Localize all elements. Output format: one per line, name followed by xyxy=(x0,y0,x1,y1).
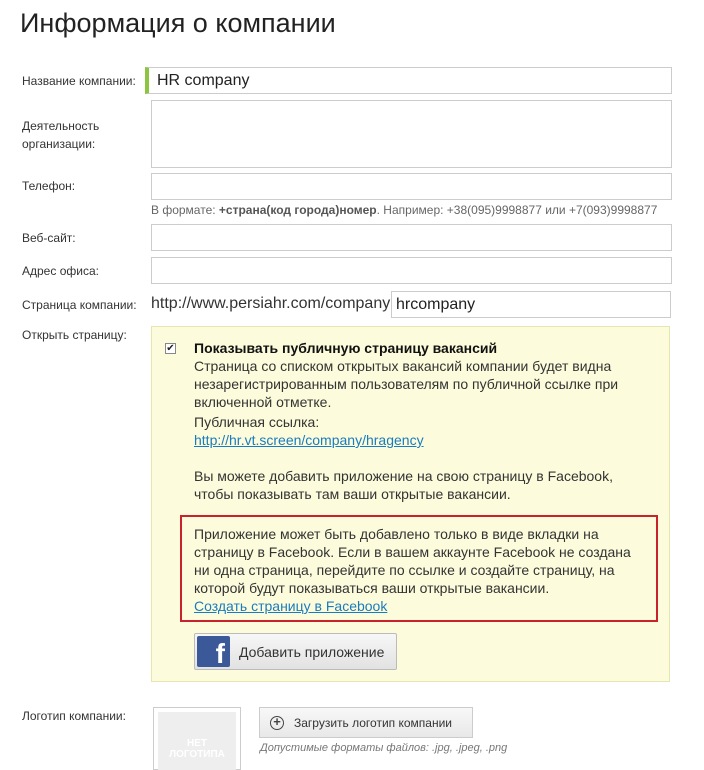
phone-hint-format: +страна(код города)номер xyxy=(218,203,377,217)
upload-logo-button[interactable] xyxy=(259,707,473,738)
company-page-label: Страница компании: xyxy=(22,298,137,312)
logo-formats-hint: Допустимые форматы файлов: .jpg, .jpeg, .png xyxy=(260,742,508,754)
company-page-url-prefix: http://www.persiahr.com/company xyxy=(151,295,391,312)
facebook-warning-box xyxy=(180,515,658,622)
logo-label: Логотип компании: xyxy=(22,709,126,723)
open-page-label: Открыть страницу: xyxy=(22,328,127,342)
phone-hint: В формате: +страна(код города)номер. Например: +38(095)9998877 или +7(093)9998877 xyxy=(151,203,658,217)
facebook-icon: f xyxy=(197,636,230,667)
public-page-description: Страница со списком открытых вакансий компании будет видна незарегистрированным пользователям по публичной ссылке при включенной отметке. xyxy=(194,358,619,410)
public-link[interactable]: http://hr.vt.screen/company/hragency xyxy=(194,432,424,448)
add-facebook-app-button[interactable] xyxy=(194,633,397,670)
activity-label: Деятельность организации: xyxy=(22,119,100,151)
logo-preview xyxy=(153,707,241,770)
add-app-label: Добавить приложение xyxy=(239,644,385,660)
public-page-panel xyxy=(151,326,670,682)
facebook-warning-text: Приложение может быть добавлено только в виде вкладки на страницу в Facebook. Если в вашем аккаунте Facebook не создана ни одна страница, перейдите по ссылке и создайте страницу, на которой будут показываться ваши открытые вакансии. xyxy=(194,526,631,596)
plus-circle-icon: + xyxy=(270,716,284,730)
activity-textarea[interactable] xyxy=(151,100,672,168)
public-page-title: Показывать публичную страницу вакансий xyxy=(194,340,498,356)
address-label: Адрес офиса: xyxy=(22,264,99,278)
facebook-info-text: Вы можете добавить приложение на свою страницу в Facebook, чтобы показывать там ваши открытые вакансии. xyxy=(194,468,613,502)
public-page-checkbox[interactable]: ✔ xyxy=(166,343,175,354)
address-input[interactable] xyxy=(151,257,672,284)
company-name-label: Название компании: xyxy=(22,74,136,88)
create-facebook-page-link[interactable]: Создать страницу в Facebook xyxy=(194,598,388,614)
page-title: Информация о компании xyxy=(20,8,336,38)
website-input[interactable] xyxy=(151,224,672,251)
phone-label: Телефон: xyxy=(22,179,76,193)
company-page-slug-input[interactable] xyxy=(391,291,671,318)
website-label: Веб-сайт: xyxy=(22,231,76,245)
company-name-input[interactable] xyxy=(145,67,672,94)
no-logo-placeholder: НЕТ ЛОГОТИПА xyxy=(158,712,236,770)
upload-logo-label: Загрузить логотип компании xyxy=(294,716,453,730)
public-link-label: Публичная ссылка: xyxy=(194,414,320,430)
phone-input[interactable] xyxy=(151,173,672,200)
